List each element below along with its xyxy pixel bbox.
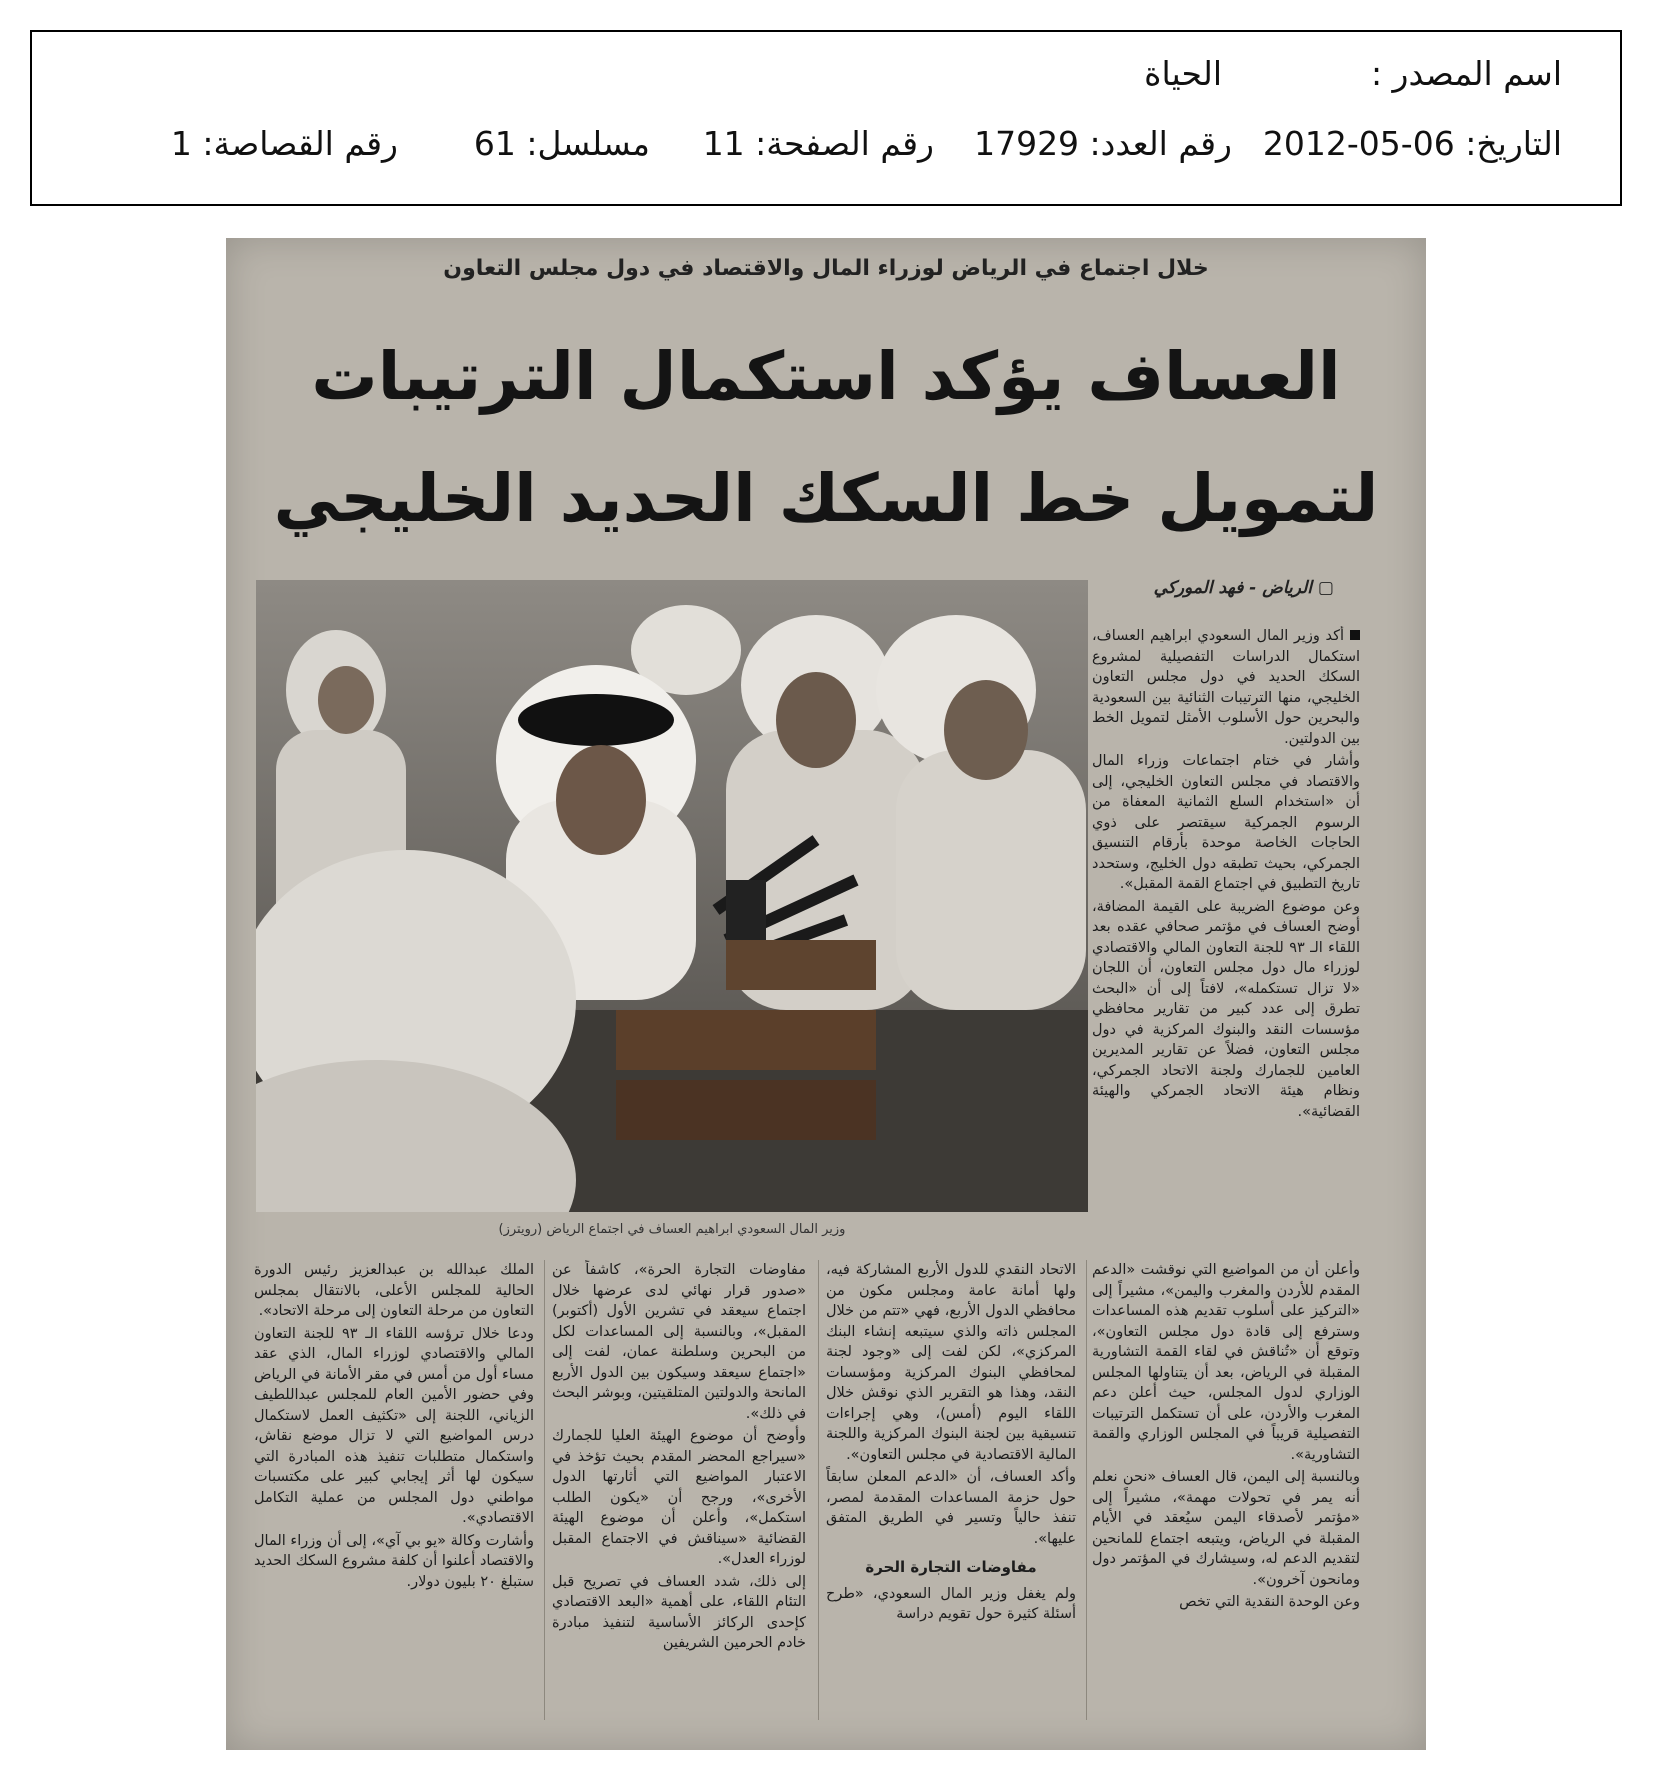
column-divider — [818, 1260, 819, 1720]
article-column-1 — [254, 1260, 534, 1728]
photo-caption: وزير المال السعودي ابراهيم العساف في اجتماع الرياض (رويترز) — [498, 1222, 846, 1237]
byline-text: الرياض - فهد الموركي — [1153, 578, 1313, 598]
issue-number-field: رقم العدد: 17929 — [974, 124, 1232, 163]
paragraph: الملك عبدالله بن عبدالعزيز رئيس الدورة الحالية للمجلس الأعلى، بالانتقال بمجلس التعاون من مرحلة التعاون إلى مرحلة الاتحاد». — [254, 1262, 534, 1319]
paragraph: ولم يغفل وزير المال السعودي، «طرح أسئلة كثيرة حول تقويم دراسة — [826, 1585, 1076, 1622]
paragraph: وأشار في ختام اجتماعات وزراء المال والاقتصاد في مجلس التعاون الخليجي، إلى أن «استخدام السلع الثمانية المعفاة من الرسوم الجمركية سيقتصر على ذوي الحاجات الخاصة موحدة بأرقام التنسيق الجمركي، بحيث تطبقه دول الخليج، وستحدد تاريخ التطبيق في اجتماع القمة المقبل». — [1092, 753, 1360, 892]
paragraph: إلى ذلك، شدد العساف في تصريح قبل التئام اللقاء، على أهمية «البعد الاقتصادي كإحدى الركائز الأساسية لتنفيذ مبادرة خادم الحرمين الشريفين — [552, 1573, 806, 1651]
serial-field: مسلسل: 61 — [473, 124, 650, 163]
article-headline-line2: لتمويل خط السكك الحديد الخليجي — [273, 460, 1379, 537]
date-field: التاريخ: 06-05-2012 — [1262, 124, 1562, 163]
metadata-box — [30, 30, 1622, 206]
article-column-3 — [826, 1260, 1076, 1728]
article-photo — [256, 580, 1088, 1212]
bullet-square-icon — [1350, 630, 1360, 640]
photo-illustration — [256, 580, 1088, 1212]
section-subheading: مفاوضات التجارة الحرة — [865, 1558, 1037, 1576]
article-column-2 — [552, 1260, 806, 1728]
paragraph: وبالنسبة إلى اليمن، قال العساف «نحن نعلم أنه يمر في تحولات مهمة»، مشيراً إلى «مؤتمر لأصدقاء اليمن سيُعقد في الأيام المقبلة في الرياض، ويتبعه اجتماع للمانحين لتقديم الدعم له، وسيشارك في المؤتمر دول ومانحون آخرون». — [1092, 1469, 1360, 1588]
paragraph: الاتحاد النقدي للدول الأربع المشاركة فيه، ولها أمانة عامة ومجلس مكون من محافظي الدول الأربع، فهي «تتم من خلال المجلس ذاته والذي سيتبعه إنشاء البنك المركزي»، لكن لفت إلى «وجود لجنة لمحافظي البنوك المركزية ومؤسسات النقد، وهذا هو التقرير الذي نوقش خلال اللقاء اليوم (أمس)، وهي إجراءات تنسيقية بين لجنة البنوك المركزية واللجنة المالية الاقتصادية في مجلس التعاون». — [826, 1262, 1076, 1463]
paragraph: وأكد العساف، أن «الدعم المعلن سابقاً حول حزمة المساعدات المقدمة لمصر، تنفذ حالياً وتسير في الطريق المتفق عليها». — [826, 1469, 1076, 1547]
article-column-right-top — [1092, 626, 1360, 1216]
paragraph: وأشارت وكالة «يو بي آي»، إلى أن وزراء المال والاقتصاد أعلنوا أن كلفة مشروع السكك الحديد ستبلغ ٢٠ بليون دولار. — [254, 1532, 534, 1590]
paragraph: وعن الوحدة النقدية التي تخص — [1179, 1594, 1360, 1610]
article-column-4 — [1092, 1260, 1360, 1728]
paragraph: وعن موضوع الضريبة على القيمة المضافة، أوضح العساف في مؤتمر صحافي عقده بعد اللقاء الـ ٩٣ للجنة التعاون المالي والاقتصادي لوزراء مال دول مجلس التعاون، أن اللجان «لا تزال تستكمله»، لافتاً إلى أن «البحث تطرق إلى عدد كبير من تقارير محافظي مؤسسات النقد والبنوك المركزية في دول مجلس التعاون، فضلاً عن تقارير المديرين العامين للجمارك ولجنة الاتحاد الجمركي، ونظام هيئة الاتحاد الجمركي والهيئة القضائية». — [1092, 898, 1360, 1120]
article-kicker: خلال اجتماع في الرياض لوزراء المال والاقتصاد في دول مجلس التعاون — [443, 256, 1209, 281]
column-divider — [544, 1260, 545, 1720]
newspaper-clipping — [226, 238, 1426, 1750]
source-value: الحياة — [1144, 54, 1222, 93]
paragraph: مفاوضات التجارة الحرة»، كاشفاً عن «صدور قرار نهائي لدى عرضها خلال اجتماع سيعقد في تشرين الأول (أكتوبر) المقبل»، وبالنسبة إلى المساعدات لكل من البحرين وسلطنة عمان، لفت إلى «اجتماع سيعقد وسيكون بين الدول الأربع المانحة والدولتين المتلقيتين، وبوشر البحث في ذلك». — [552, 1262, 806, 1422]
paragraph: أكد وزير المال السعودي ابراهيم العساف، استكمال الدراسات التفصيلية لمشروع السكك الحديد في دول مجلس التعاون الخليجي، منها الترتيبات الثنائية بين السعودية والبحرين حول الأسلوب الأمثل لتمويل الخط بين الدولتين. — [1092, 628, 1360, 747]
paragraph: ودعا خلال ترؤسه اللقاء الـ ٩٣ للجنة التعاون المالي والاقتصادي لوزراء المال، الذي عقد مساء أول من أمس في مقر الأمانة في الرياض وفي حضور الأمين العام للمجلس عبداللطيف الزياني، اللجنة إلى «تكثيف العمل لاستكمال درس المواضيع التي لا تزال موضع نقاش، واستكمال متطلبات تنفيذ هذه المبادرة التي سيكون لها أثر إيجابي كبير على مكتسبات مواطني دول المجلس من عملية التكامل الاقتصادي». — [254, 1325, 534, 1526]
clip-number-field: رقم القصاصة: 1 — [170, 124, 398, 163]
article-byline: ▢ الرياض - فهد الموركي — [1153, 578, 1334, 598]
column-divider — [1086, 1260, 1087, 1720]
paragraph: وأوضح أن موضوع الهيئة العليا للجمارك «سيراجع المحضر المقدم بحيث تؤخذ في الاعتبار المواضيع التي أثارتها الدول الأخرى»، ورجح أن «يكون الطلب استكمل»، وأعلن أن موضوع الهيئة القضائية «سيناقش في الاجتماع المقبل لوزراء العدل». — [552, 1428, 806, 1567]
paragraph: وأعلن أن من المواضيع التي نوقشت «الدعم المقدم للأردن والمغرب واليمن»، مشيراً إلى «التركيز على أسلوب تقديم هذه المساعدات وسترفع إلى قادة دول مجلس التعاون»، وتوقع أن «تُناقش في لقاء القمة التشاورية المقبلة في الرياض، بعد أن يتناولها المجلس الوزاري لدول المجلس، حيث أعلن دعم المغرب والأردن، على أن تستكمل الترتيبات التفصيلية قريباً في المجلس الوزاري والقمة التشاورية». — [1092, 1262, 1360, 1463]
article-headline-line1: العساف يؤكد استكمال الترتيبات — [311, 338, 1341, 415]
page-number-field: رقم الصفحة: 11 — [702, 124, 934, 163]
source-label: اسم المصدر : — [1370, 54, 1562, 93]
